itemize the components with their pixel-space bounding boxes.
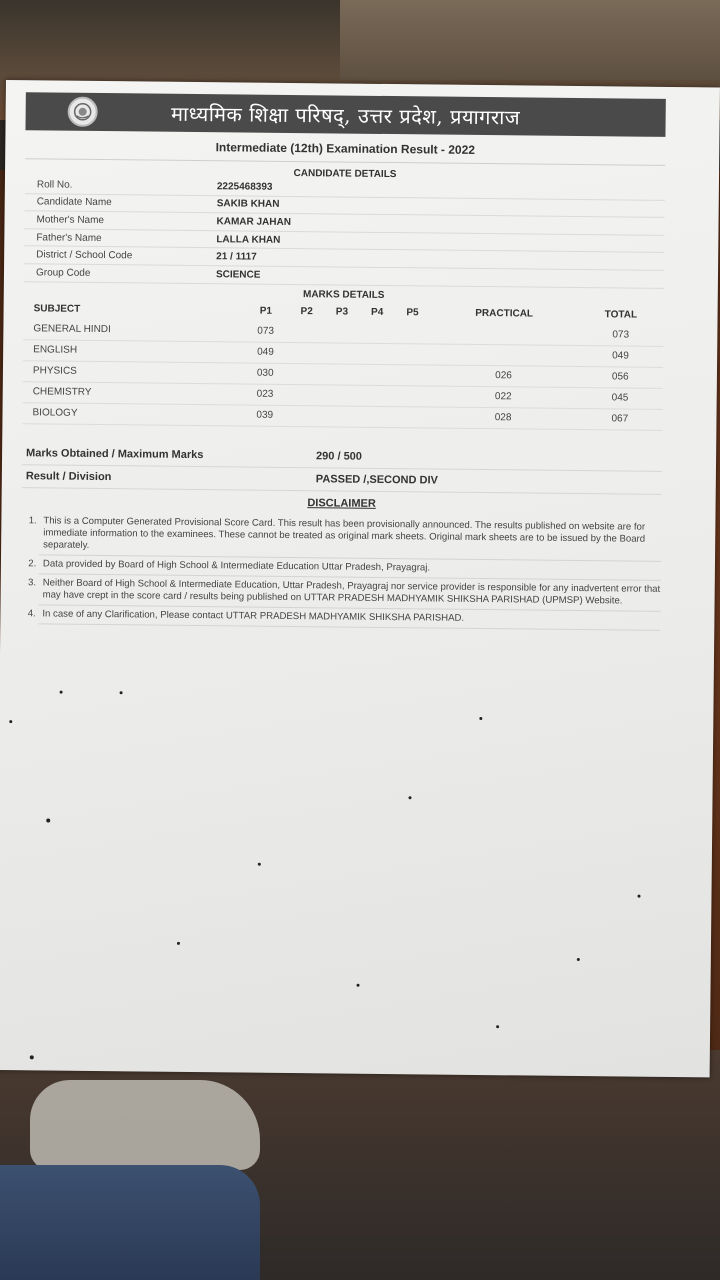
paper-speck: [60, 691, 63, 694]
cardboard-box: [340, 0, 720, 80]
marks-cell-p2: [288, 384, 323, 405]
marks-cell-p4: [359, 364, 394, 385]
paper-speck: [357, 984, 360, 987]
candidate-section-title: CANDIDATE DETAILS: [293, 168, 397, 181]
marks-cell-p3: [324, 342, 359, 363]
disclaimer-list: [20, 512, 661, 631]
marks-cell-p3: [324, 322, 359, 343]
clothing: [0, 1165, 260, 1280]
disclaimer-item: 4. In case of any Clarification, Please contact UTTAR PRADESH MADHYAMIK SHIKSHA PARISHAD.: [38, 605, 660, 631]
marks-cell-total: 049: [578, 345, 664, 367]
marks-cell-practical: 026: [429, 365, 577, 388]
candidate-field-value: LALLA KHAN: [216, 233, 281, 246]
marks-column-header: TOTAL: [604, 309, 638, 321]
printed-content: [20, 92, 666, 630]
upmsp-emblem-icon: [68, 97, 98, 127]
paper-speck: [479, 717, 482, 720]
paper-speck: [120, 691, 123, 694]
marks-cell-total: 073: [578, 325, 664, 346]
marks-cell-practical: [430, 344, 578, 367]
marks-cell-total: 056: [577, 366, 663, 388]
marks-obtained-value: 290 / 500: [316, 449, 363, 463]
disclaimer-item: 1. This is a Computer Generated Provisional Score Card. This result has been provisionally announced. The results published on website are for immediate information to the examinees. These cannot be treated as original mark sheets. Original mark sheets are to be issued by the Board separately.: [39, 512, 661, 562]
candidate-field-label: Father's Name: [36, 231, 102, 244]
marks-cell-p2: [288, 363, 323, 384]
marks-cell-p5: [394, 364, 429, 385]
candidate-details: [24, 165, 665, 288]
disclaimer-item: 3. Neither Board of High School & Intermediate Education, Uttar Pradesh, Prayagraj nor service provider is responsible for any inadvertent error that may have crept in the score card / results being published on UTTAR PRADESH MADHYAMIK SHIKSHA PARISHAD (UPMSP) Website.: [39, 574, 661, 612]
marks-cell-p1: 073: [242, 321, 289, 342]
candidate-field-value: 2225468393: [216, 181, 273, 193]
marks-section-title: MARKS DETAILS: [302, 288, 385, 301]
marks-table: [22, 299, 663, 431]
marks-column-header: P5: [406, 307, 419, 319]
marks-obtained-label: Marks Obtained / Maximum Marks: [26, 446, 204, 461]
paper-speck: [30, 1055, 34, 1059]
marks-cell-p1: 030: [242, 363, 289, 384]
marks-cell-subject: ENGLISH: [23, 339, 242, 362]
candidate-field-value: SAKIB KHAN: [216, 198, 280, 211]
marks-cell-p2: [289, 322, 324, 343]
disclaimer-title: DISCLAIMER: [307, 496, 376, 510]
candidate-field-label: Roll No.: [36, 179, 73, 191]
marks-cell-total: 045: [577, 387, 663, 409]
marks-cell-p4: [359, 343, 394, 364]
paper-speck: [577, 958, 580, 961]
paper-speck: [637, 895, 640, 898]
marks-cell-practical: 028: [429, 407, 577, 430]
result-division-value: PASSED /,SECOND DIV: [315, 472, 438, 487]
marks-cell-p5: [394, 406, 429, 427]
marks-column-header: PRACTICAL: [475, 307, 534, 320]
marks-column-header: P3: [335, 306, 349, 318]
candidate-field-label: Candidate Name: [36, 196, 112, 209]
marks-cell-p4: [359, 385, 394, 406]
marks-cell-subject: PHYSICS: [23, 360, 242, 383]
board-name: माध्यमिक शिक्षा परिषद्, उत्तर प्रदेश, प्रयागराज: [170, 101, 521, 129]
candidate-field-value: 21 / 1117: [216, 251, 257, 263]
marks-cell-p1: 049: [242, 342, 289, 363]
disclaimer: [20, 494, 661, 631]
marks-cell-p4: [358, 406, 393, 427]
result-division-label: Result / Division: [25, 469, 112, 483]
marks-cell-p5: [394, 385, 429, 406]
candidate-field-value: KAMAR JAHAN: [216, 216, 292, 228]
disclaimer-item: 2. Data provided by Board of High School & Intermediate Education Uttar Pradesh, Prayagraj.: [39, 555, 661, 581]
marks-cell-p5: [395, 323, 430, 344]
marks-cell-subject: GENERAL HINDI: [23, 319, 242, 342]
candidate-field-label: Group Code: [35, 267, 91, 279]
marks-cell-p1: 023: [242, 384, 289, 405]
paper-speck: [258, 863, 261, 866]
marks-column-header: P2: [300, 306, 313, 318]
marks-cell-p3: [324, 363, 359, 384]
candidate-field-label: Mother's Name: [36, 214, 105, 227]
marks-cell-p5: [394, 343, 429, 364]
marks-column-header: SUBJECT: [33, 303, 81, 315]
marks-cell-p2: [288, 405, 323, 426]
marks-cell-subject: BIOLOGY: [22, 402, 241, 425]
marks-cell-subject: CHEMISTRY: [23, 381, 242, 404]
paper-speck: [177, 942, 180, 945]
paper-speck: [46, 818, 50, 822]
result-printout: [0, 80, 720, 1077]
paper-speck: [9, 720, 12, 723]
marks-cell-p3: [323, 384, 358, 405]
result-title: Intermediate (12th) Examination Result - 2022: [215, 140, 476, 157]
candidate-field-value: SCIENCE: [215, 268, 261, 281]
marks-cell-p2: [289, 342, 324, 363]
marks-column-header: P4: [371, 306, 384, 319]
candidate-field-label: District / School Code: [36, 249, 133, 262]
board-header: [25, 92, 665, 137]
shoe: [30, 1080, 260, 1170]
paper-speck: [496, 1025, 499, 1028]
marks-cell-p1: 039: [242, 405, 289, 426]
marks-cell-p4: [359, 322, 394, 343]
result-summary: [22, 442, 662, 495]
marks-cell-p3: [323, 405, 358, 426]
marks-cell-practical: 022: [429, 386, 577, 409]
marks-cell-practical: [430, 323, 578, 345]
marks-column-header: P1: [259, 305, 273, 317]
marks-cell-total: 067: [577, 408, 663, 430]
paper-speck: [408, 796, 411, 799]
